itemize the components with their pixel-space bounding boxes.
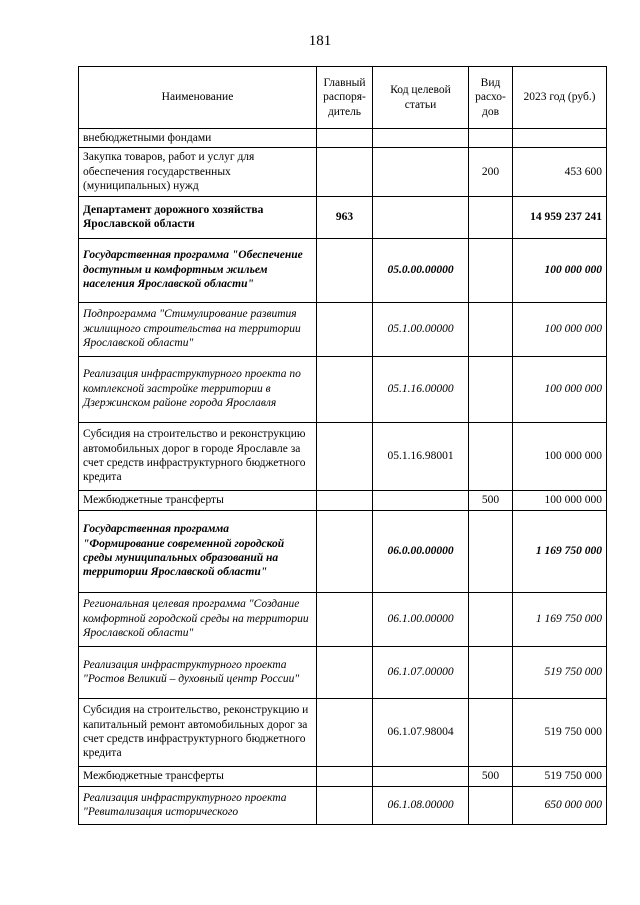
cell-name: Субсидия на строительство, реконструкцию и капитальный ремонт автомобильных дорог за счет средств инфраструктурного бюджетного кредита (79, 698, 317, 766)
cell-target-code (373, 129, 469, 148)
cell-name: Государственная программа "Формирование современной городской среды муниципальных образований на территории Ярославской области" (79, 510, 317, 592)
cell-manager (317, 356, 373, 422)
budget-table (78, 66, 607, 825)
cell-amount: 14 959 237 241 (513, 196, 607, 238)
cell-amount: 1 169 750 000 (513, 510, 607, 592)
cell-name: Департамент дорожного хозяйства Ярославской области (79, 196, 317, 238)
cell-amount (513, 129, 607, 148)
cell-name: Региональная целевая программа "Создание комфортной городской среды на территории Ярославской области" (79, 592, 317, 646)
cell-name: Реализация инфраструктурного проекта "Ревитализация исторического (79, 786, 317, 824)
cell-expense-type (469, 356, 513, 422)
cell-amount: 100 000 000 (513, 422, 607, 490)
cell-name: Закупка товаров, работ и услуг для обеспечения государственных (муниципальных) нужд (79, 148, 317, 196)
cell-expense-type (469, 196, 513, 238)
cell-expense-type: 200 (469, 148, 513, 196)
table-row (79, 510, 607, 592)
header-year-amount: 2023 год (руб.) (513, 67, 607, 129)
cell-amount: 519 750 000 (513, 646, 607, 698)
cell-expense-type (469, 698, 513, 766)
cell-manager (317, 510, 373, 592)
cell-manager (317, 646, 373, 698)
cell-amount: 519 750 000 (513, 766, 607, 786)
cell-target-code: 05.1.00.00000 (373, 302, 469, 356)
cell-expense-type (469, 422, 513, 490)
table-body (79, 129, 607, 825)
cell-expense-type (469, 129, 513, 148)
table-row (79, 422, 607, 490)
header-expense-type: Вид расхо- дов (469, 67, 513, 129)
table-row (79, 196, 607, 238)
page-number: 181 (308, 33, 332, 49)
header-name: Наименование (79, 67, 317, 129)
table-row (79, 302, 607, 356)
table-row (79, 356, 607, 422)
cell-amount: 1 169 750 000 (513, 592, 607, 646)
table-row (79, 238, 607, 302)
cell-manager (317, 786, 373, 824)
cell-expense-type: 500 (469, 766, 513, 786)
cell-target-code: 05.1.16.00000 (373, 356, 469, 422)
cell-target-code (373, 196, 469, 238)
cell-expense-type (469, 510, 513, 592)
cell-manager (317, 592, 373, 646)
cell-target-code: 06.1.00.00000 (373, 592, 469, 646)
cell-manager (317, 129, 373, 148)
cell-target-code: 05.1.16.98001 (373, 422, 469, 490)
cell-amount: 453 600 (513, 148, 607, 196)
cell-name: Субсидия на строительство и реконструкцию автомобильных дорог в городе Ярославле за счет средств инфраструктурного бюджетного кредита (79, 422, 317, 490)
cell-manager (317, 238, 373, 302)
table-row (79, 766, 607, 786)
cell-name: Межбюджетные трансферты (79, 490, 317, 510)
header-main-manager: Главный распоря- дитель (317, 67, 373, 129)
cell-amount: 650 000 000 (513, 786, 607, 824)
cell-target-code: 06.1.08.00000 (373, 786, 469, 824)
cell-name: Реализация инфраструктурного проекта "Ростов Великий – духовный центр России" (79, 646, 317, 698)
cell-amount: 100 000 000 (513, 238, 607, 302)
table-row (79, 786, 607, 824)
cell-expense-type: 500 (469, 490, 513, 510)
table-row (79, 148, 607, 196)
cell-manager (317, 766, 373, 786)
cell-expense-type (469, 238, 513, 302)
cell-manager (317, 302, 373, 356)
cell-target-code: 06.0.00.00000 (373, 510, 469, 592)
cell-amount: 100 000 000 (513, 356, 607, 422)
cell-manager (317, 422, 373, 490)
table-header-row (79, 67, 607, 129)
cell-manager (317, 698, 373, 766)
cell-name: Подпрограмма "Стимулирование развития жилищного строительства на территории Ярославской области" (79, 302, 317, 356)
cell-manager (317, 490, 373, 510)
cell-target-code: 06.1.07.98004 (373, 698, 469, 766)
cell-expense-type (469, 786, 513, 824)
cell-name: Государственная программа "Обеспечение доступным и комфортным жильем населения Ярославской области" (79, 238, 317, 302)
cell-manager: 963 (317, 196, 373, 238)
table-row (79, 129, 607, 148)
header-target-code: Код целевой статьи (373, 67, 469, 129)
cell-target-code (373, 490, 469, 510)
cell-name: внебюджетными фондами (79, 129, 317, 148)
cell-manager (317, 148, 373, 196)
cell-amount: 100 000 000 (513, 302, 607, 356)
table-row (79, 490, 607, 510)
table-row (79, 592, 607, 646)
cell-expense-type (469, 646, 513, 698)
cell-amount: 100 000 000 (513, 490, 607, 510)
cell-target-code (373, 148, 469, 196)
cell-expense-type (469, 302, 513, 356)
cell-target-code: 06.1.07.00000 (373, 646, 469, 698)
cell-target-code (373, 766, 469, 786)
cell-name: Реализация инфраструктурного проекта по комплексной застройке территории в Дзержинском районе города Ярославля (79, 356, 317, 422)
cell-expense-type (469, 592, 513, 646)
cell-name: Межбюджетные трансферты (79, 766, 317, 786)
cell-target-code: 05.0.00.00000 (373, 238, 469, 302)
table-row (79, 646, 607, 698)
cell-amount: 519 750 000 (513, 698, 607, 766)
table-row (79, 698, 607, 766)
